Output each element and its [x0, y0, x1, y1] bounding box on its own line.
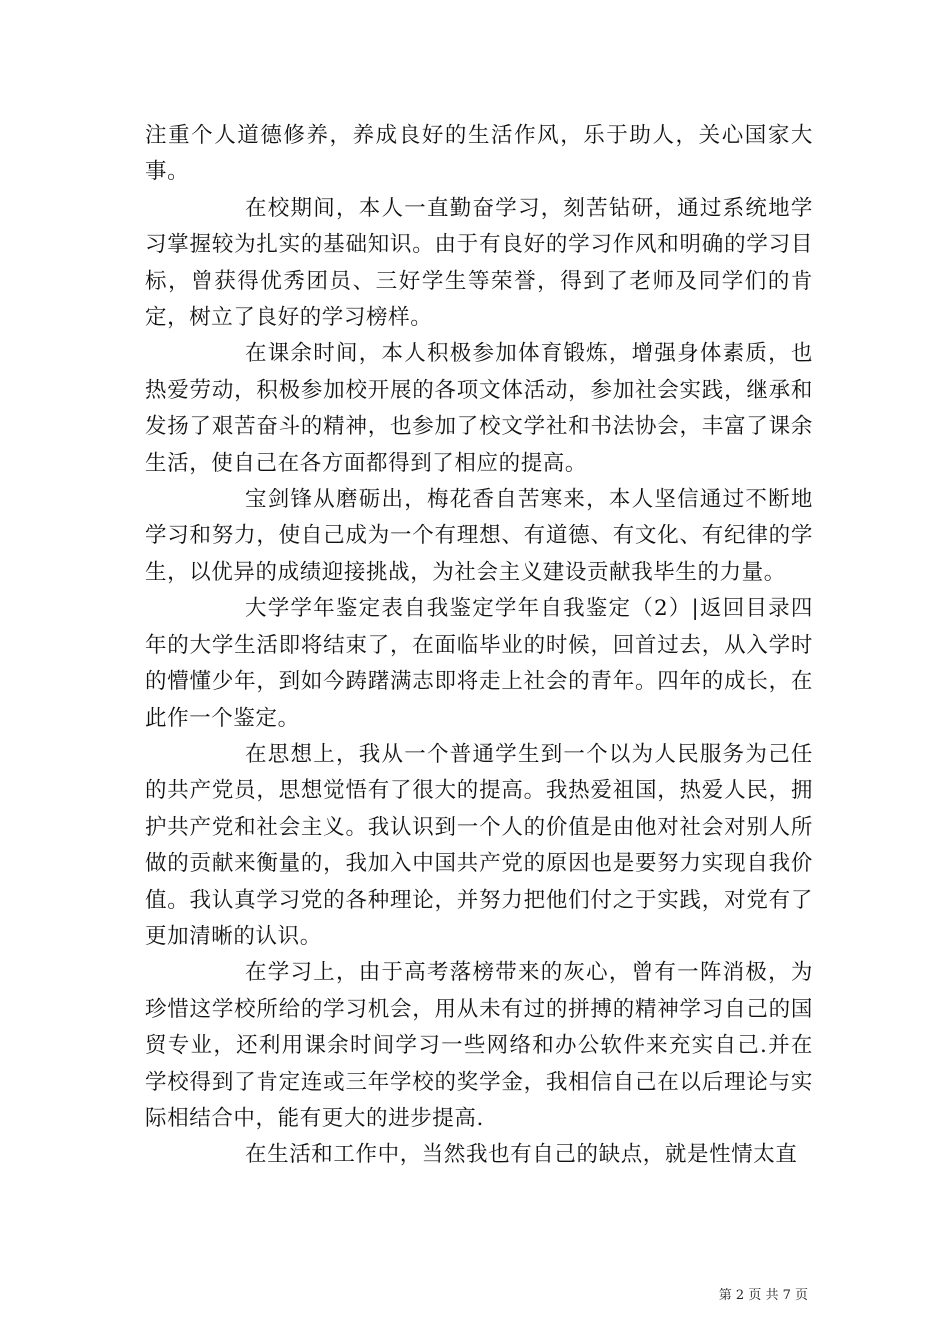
page-number-footer: 第 2 页 共 7 页: [718, 1288, 808, 1303]
paragraph-1: 注重个人道德修养，养成良好的生活作风，乐于助人，关心国家大事。: [145, 123, 813, 185]
document-body: [145, 118, 813, 1174]
paragraph-3: 在课余时间，本人积极参加体育锻炼，增强身体素质，也热爱劳动，积极参加校开展的各项文体活动，参加社会实践，继承和发扬了艰苦奋斗的精神，也参加了校文学社和书法协会，丰富了课余生活，使自己在各方面都得到了相应的提高。: [145, 341, 813, 476]
paragraph-7: 在学习上，由于高考落榜带来的灰心，曾有一阵消极，为珍惜这学校所给的学习机会，用从未有过的拼搏的精神学习自己的国贸专业，还利用课余时间学习一些网络和办公软件来充实自己.并在学校得到了肯定连或三年学校的奖学金，我相信自己在以后理论与实际相结合中，能有更大的进步提高.: [145, 960, 813, 1131]
paragraph-6: 在思想上，我从一个普通学生到一个以为人民服务为己任的共产党员，思想觉悟有了很大的提高。我热爱祖国，热爱人民，拥护共产党和社会主义。我认识到一个人的价值是由他对社会对别人所做的贡献来衡量的，我加入中国共产党的原因也是要努力实现自我价值。我认真学习党的各种理论，并努力把他们付之于实践，对党有了更加清晰的认识。: [145, 741, 813, 949]
paragraph-4: 宝剑锋从磨砺出，梅花香自苦寒来，本人坚信通过不断地学习和努力，使自己成为一个有理想、有道德、有文化、有纪律的学生，以优异的成绩迎接挑战，为社会主义建设贡献我毕生的力量。: [145, 487, 813, 585]
paragraph-8: 在生活和工作中，当然我也有自己的缺点，就是性情太直: [245, 1142, 798, 1168]
paragraph-2: 在校期间，本人一直勤奋学习，刻苦钻研，通过系统地学习掌握较为扎实的基础知识。由于有良好的学习作风和明确的学习目标，曾获得优秀团员、三好学生等荣誉，得到了老师及同学们的肯定，树立了良好的学习榜样。: [145, 195, 813, 331]
paragraph-5: 大学学年鉴定表自我鉴定学年自我鉴定（2）|返回目录四年的大学生活即将结束了，在面临毕业的时候，回首过去，从入学时的懵懂少年，到如今踌躇满志即将走上社会的青年。四年的成长，在此作一个鉴定。: [145, 596, 813, 731]
